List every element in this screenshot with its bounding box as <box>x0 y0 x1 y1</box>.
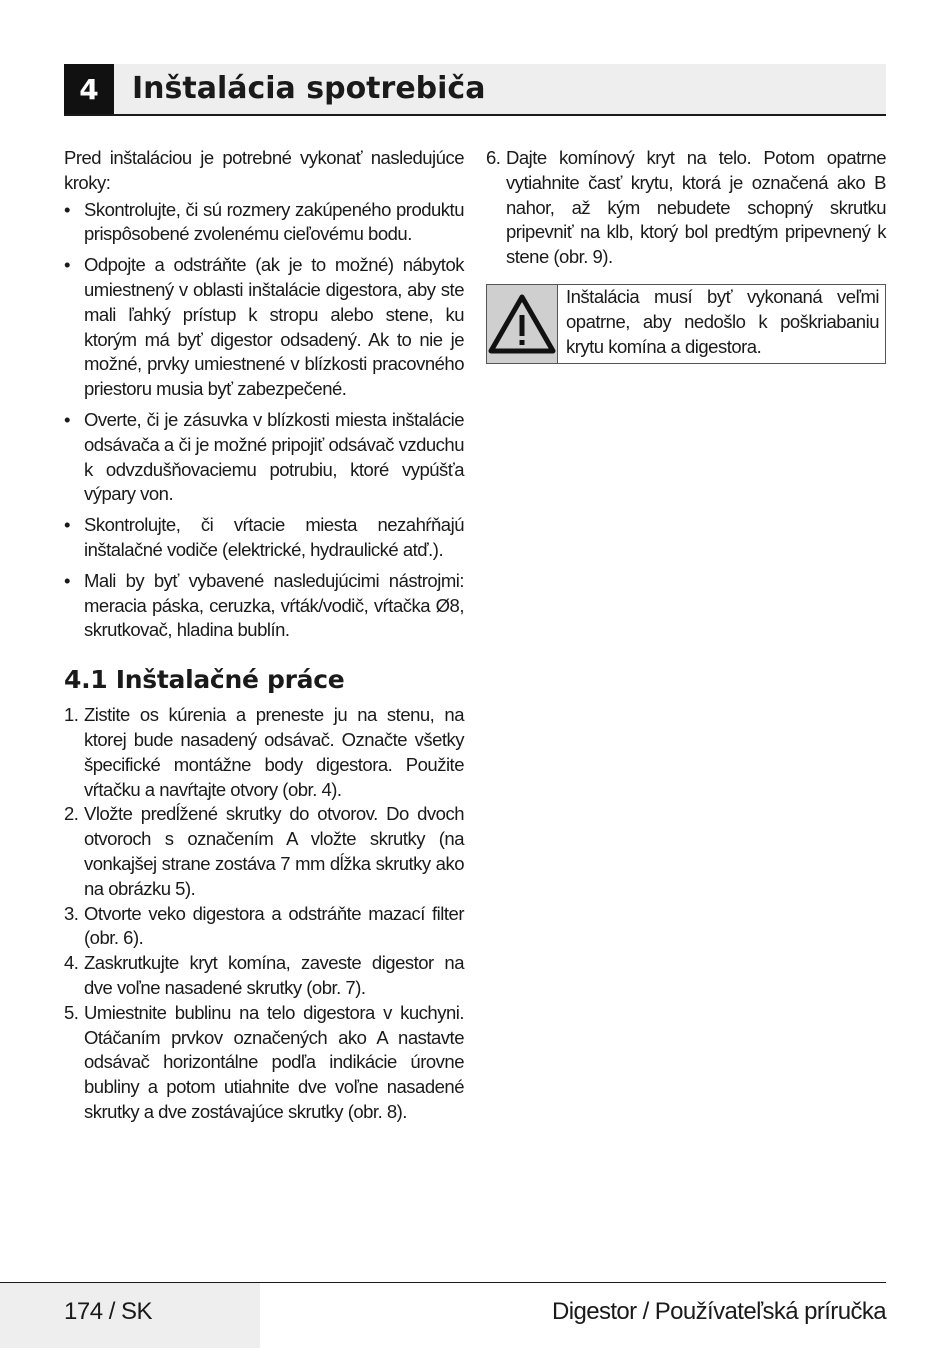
step-text: Umiestnite bublinu na telo digestora v kuchyni. Otáčaním prvkov označených ako A nastavte odsávač horizontálne podľa indikácie úrovne bubliny a potom utiahnite dve voľne nasadené skrutky a dve zostávajúce skrutky (obr. 8). <box>84 1001 464 1122</box>
chapter-title: Inštalácia spotrebiča <box>132 71 486 106</box>
list-item <box>64 253 464 402</box>
list-item-text: Mali by byť vybavené nasledujúcimi nástrojmi: meracia páska, ceruzka, vŕták/vodič, vŕtačka Ø8, skrutkovač, hladina bublín. <box>84 569 464 641</box>
step-item <box>64 902 464 952</box>
warning-text: Inštalácia musí byť vykonaná veľmi opatrne, aby nedošlo k poškriabaniu krytu komína a digestora. <box>566 285 879 357</box>
step-text: Dajte komínový kryt na telo. Potom opatrne vytiahnite časť krytu, ktorá je označená ako B nahor, až kým nebudete schopný skrutku pripevniť na klb, ktorý bol predtým pripevnený k stene (obr. 9). <box>506 147 886 268</box>
bullet-marker: • <box>64 408 70 430</box>
section-title: 4.1 Inštalačné práce <box>64 665 345 695</box>
install-steps-list-continued <box>486 146 886 270</box>
list-item-text: Overte, či je zásuvka v blízkosti miesta inštalácie odsávača a či je možné pripojiť odsávač vzduchu k odvzdušňovaciemu potrubiu, ktoré vypúšťa výpary von. <box>84 408 464 505</box>
bullet-marker: • <box>64 569 70 591</box>
left-column <box>64 146 464 1125</box>
step-text: Zaskrutkujte kryt komína, zaveste digestor na dve voľne nasadené skrutky (obr. 7). <box>84 952 464 998</box>
list-item-text: Skontrolujte, či vŕtacie miesta nezahŕňajú inštalačné vodiče (elektrické, hydraulické atď.). <box>84 514 464 560</box>
step-text: Zistite os kúrenia a preneste ju na stenu, na ktorej bude nasadený odsávač. Označte všetky špecifické montážne body digestora. Použite vŕtačku a navŕtajte otvory (obr. 4). <box>84 704 464 800</box>
warning-triangle-icon <box>487 293 557 355</box>
chapter-number: 4 <box>64 64 114 114</box>
right-column <box>486 146 886 364</box>
list-item <box>64 513 464 563</box>
list-item <box>64 198 464 248</box>
step-text: Otvorte veko digestora a odstráňte mazací filter (obr. 6). <box>84 902 464 949</box>
step-number: 1. <box>64 704 79 726</box>
install-steps-list <box>64 703 464 1125</box>
page-number: 174 / SK <box>64 1298 153 1325</box>
step-item <box>64 703 464 802</box>
step-text: Vložte predĺžené skrutky do otvorov. Do dvoch otvoroch s označením A vložte skrutky (na vonkajšej strane zostáva 7 mm dĺžka skrutky ako na obrázku 5). <box>84 803 464 899</box>
list-item <box>64 569 464 643</box>
list-item-text: Odpojte a odstráňte (ak je to možné) nábytok umiestnený v oblasti inštalácie digestora, aby ste mali ľahký prístup k stropu alebo stene, ku ktorým má byť digestor odsadený. Ak to nie je možné, prvky umiestnené v blízkosti pracovného priestoru musia byť zabezpečené. <box>84 254 464 400</box>
prep-bullet-list <box>64 198 464 644</box>
step-number: 2. <box>64 803 79 825</box>
step-number: 3. <box>64 902 79 924</box>
bullet-marker: • <box>64 254 70 276</box>
step-number: 5. <box>64 1001 79 1023</box>
step-number: 4. <box>64 952 79 974</box>
chapter-header <box>64 64 886 116</box>
list-item <box>64 408 464 507</box>
document-title: Digestor / Používateľská príručka <box>551 1298 886 1325</box>
step-item <box>486 146 886 270</box>
warning-box <box>486 284 886 364</box>
bullet-marker: • <box>64 198 70 220</box>
intro-paragraph: Pred inštaláciou je potrebné vykonať nasledujúce kroky: <box>64 147 464 193</box>
list-item-text: Skontrolujte, či sú rozmery zakúpeného produktu prispôsobené zvolenému cieľovému bodu. <box>84 198 464 245</box>
warning-icon-cell <box>487 285 558 363</box>
bullet-marker: • <box>64 514 70 536</box>
step-item <box>64 951 464 1001</box>
step-number: 6. <box>486 147 501 168</box>
step-item <box>64 1001 464 1125</box>
step-item <box>64 802 464 901</box>
